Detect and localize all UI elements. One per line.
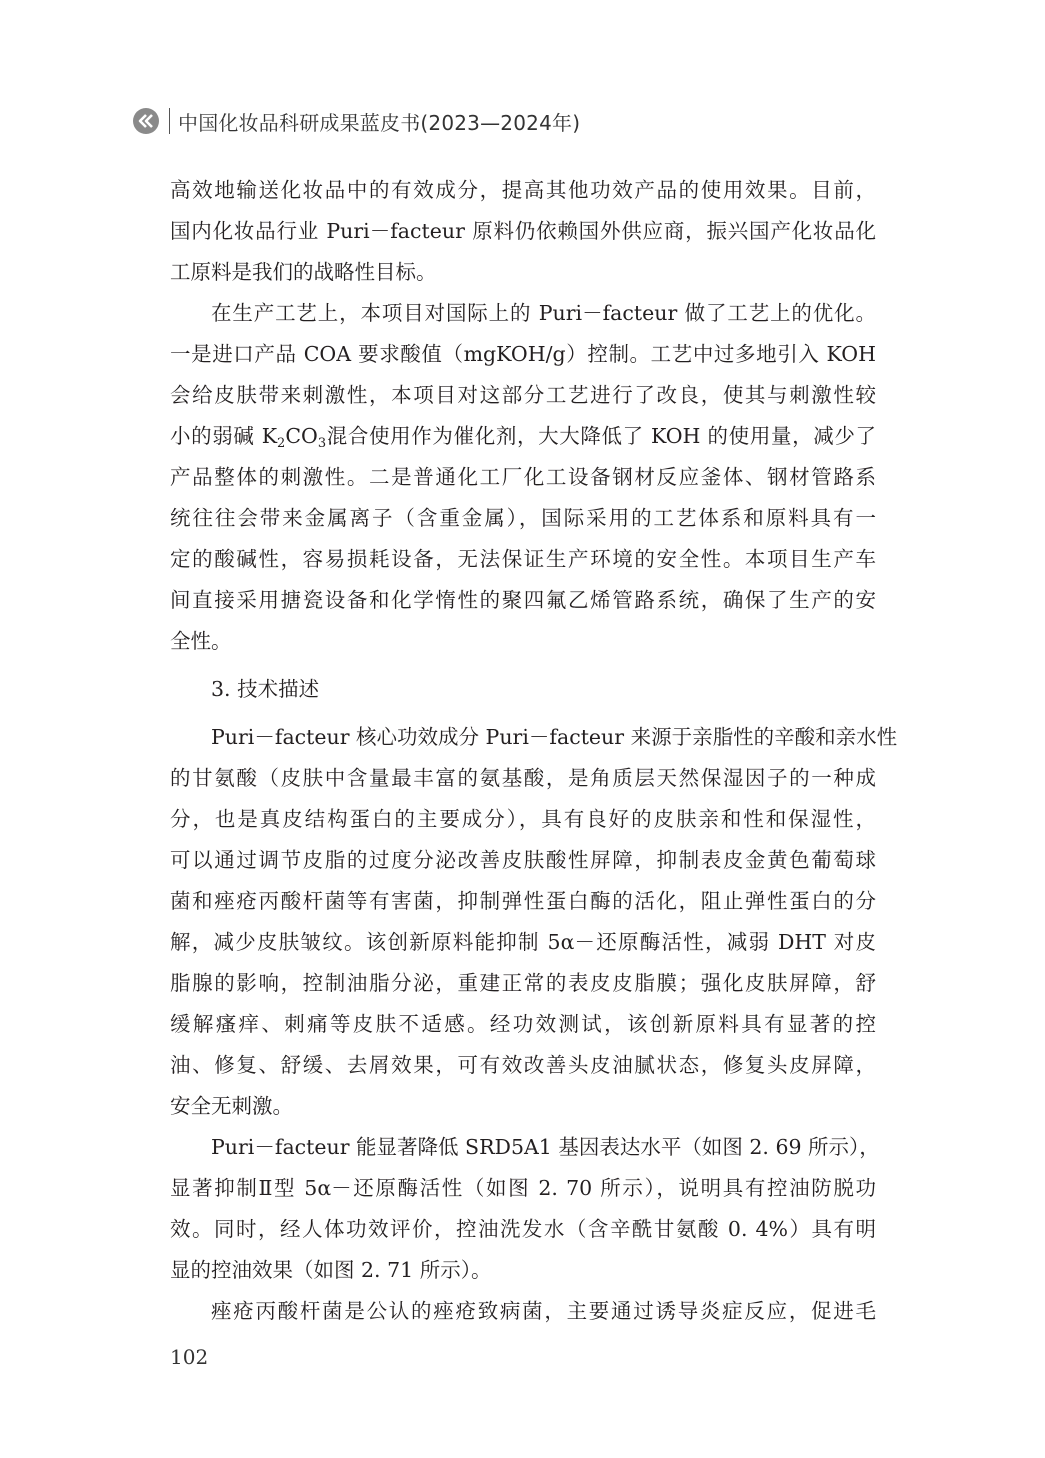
text-segment: CO xyxy=(285,424,318,448)
text-line: 安全无刺激。 xyxy=(170,1094,293,1118)
text-line: 间直接采用搪瓷设备和化学惰性的聚四氟乙烯管路系统，确保了生产的安 xyxy=(170,588,876,612)
section-heading: 3. 技术描述 xyxy=(211,677,320,701)
book-title: 中国化妆品科研成果蓝皮书(2023—2024年) xyxy=(178,110,581,135)
double-chevron-left-icon xyxy=(133,108,159,134)
text-line: 一是进口产品 COA 要求酸值（mgKOH/g）控制。工艺中过多地引入 KOH xyxy=(170,342,876,366)
text-line: Puri－facteur 能显著降低 SRD5A1 基因表达水平（如图 2. 69 所示）， xyxy=(211,1135,880,1159)
text-line: Puri－facteur 核心功效成分 Puri－facteur 来源于亲脂性的辛酸和亲水性 xyxy=(211,725,898,749)
text-line: 菌和痤疮丙酸杆菌等有害菌，抑制弹性蛋白酶的活化，阻止弹性蛋白的分 xyxy=(170,889,876,913)
text-line: 会给皮肤带来刺激性，本项目对这部分工艺进行了改良，使其与刺激性较 xyxy=(170,383,876,407)
running-header xyxy=(133,106,580,136)
text-line: 脂腺的影响，控制油脂分泌，重建正常的表皮皮脂膜；强化皮肤屏障，舒 xyxy=(170,971,876,995)
body-text xyxy=(170,170,898,1332)
text-line: 油、修复、舒缓、去屑效果，可有效改善头皮油腻状态，修复头皮屏障， xyxy=(170,1053,876,1077)
text-line: 高效地输送化妆品中的有效成分，提高其他功效产品的使用效果。目前， xyxy=(170,178,876,202)
text-line: 缓解瘙痒、刺痛等皮肤不适感。经功效测试，该创新原料具有显著的控 xyxy=(170,1012,876,1036)
text-line: 在生产工艺上，本项目对国际上的 Puri－facteur 做了工艺上的优化。 xyxy=(211,301,876,325)
text-line: 国内化妆品行业 Puri－facteur 原料仍依赖国外供应商，振兴国产化妆品化 xyxy=(170,219,876,243)
page-number: 102 xyxy=(170,1345,209,1369)
text-line: 效。同时，经人体功效评价，控油洗发水（含辛酰甘氨酸 0. 4%）具有明 xyxy=(170,1217,876,1241)
subscript: 3 xyxy=(317,436,327,451)
text-line: 全性。 xyxy=(170,629,232,653)
text-line: 解，减少皮肤皱纹。该创新原料能抑制 5α－还原酶活性，减弱 DHT 对皮 xyxy=(170,930,876,954)
text-line: 产品整体的刺激性。二是普通化工厂化工设备钢材反应釜体、钢材管路系 xyxy=(170,465,876,489)
text-segment: 混合使用作为催化剂，大大降低了 KOH 的使用量，减少了 xyxy=(326,424,876,448)
text-line: 可以通过调节皮脂的过度分泌改善皮肤酸性屏障，抑制表皮金黄色葡萄球 xyxy=(170,848,876,872)
text-line: 统往往会带来金属离子（含重金属），国际采用的工艺体系和原料具有一 xyxy=(170,506,876,530)
text-line-with-formula xyxy=(170,416,876,457)
text-line: 工原料是我们的战略性目标。 xyxy=(170,260,437,284)
header-divider xyxy=(169,108,170,134)
subscript: 2 xyxy=(277,436,286,451)
text-line: 定的酸碱性，容易损耗设备，无法保证生产环境的安全性。本项目生产车 xyxy=(170,547,876,571)
text-line: 显著抑制Ⅱ型 5α－还原酶活性（如图 2. 70 所示），说明具有控油防脱功 xyxy=(170,1176,876,1200)
text-line: 分，也是真皮结构蛋白的主要成分），具有良好的皮肤亲和性和保湿性， xyxy=(170,807,876,831)
text-line: 显的控油效果（如图 2. 71 所示）。 xyxy=(170,1258,492,1282)
text-segment: 小的弱碱 K xyxy=(170,424,278,448)
text-line: 痤疮丙酸杆菌是公认的痤疮致病菌，主要通过诱导炎症反应，促进毛 xyxy=(211,1299,876,1323)
text-line: 的甘氨酸（皮肤中含量最丰富的氨基酸，是角质层天然保湿因子的一种成 xyxy=(170,766,876,790)
